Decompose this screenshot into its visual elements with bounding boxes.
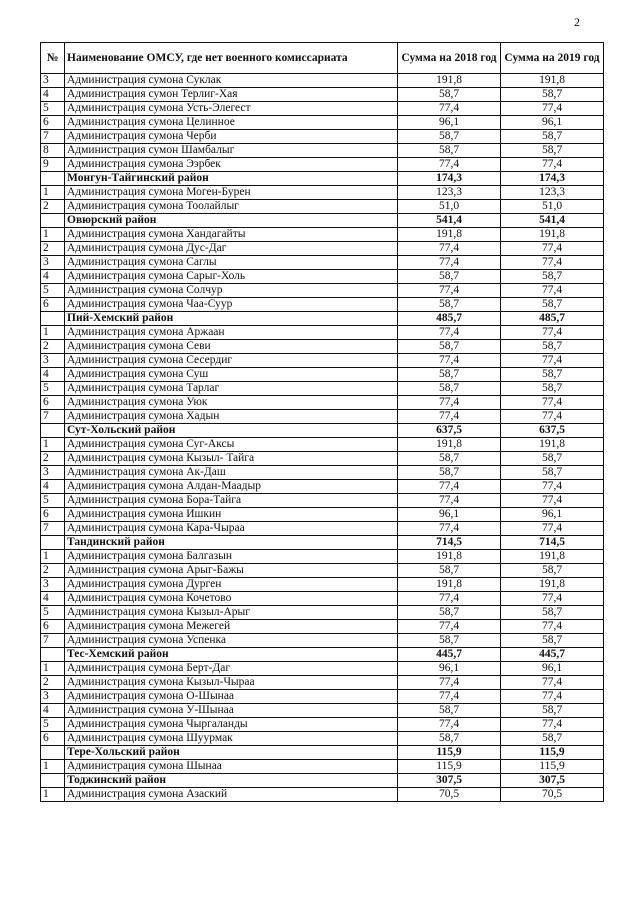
table-row <box>41 284 604 298</box>
organization-name: Администрация сумона Тоолайлыг <box>65 200 398 214</box>
district-row <box>41 774 604 788</box>
organization-name: Администрация сумона Азаский <box>65 788 398 802</box>
sum-2019: 77,4 <box>501 256 604 270</box>
sum-2018: 58,7 <box>398 144 501 158</box>
row-number: 1 <box>41 326 65 340</box>
table-row <box>41 382 604 396</box>
organization-name: Администрация сумона Суклак <box>65 74 398 88</box>
sum-2019: 96,1 <box>501 116 604 130</box>
table-row <box>41 662 604 676</box>
district-row <box>41 172 604 186</box>
sum-2018: 96,1 <box>398 508 501 522</box>
row-number: 9 <box>41 158 65 172</box>
organization-name: Администрация сумона Тарлаг <box>65 382 398 396</box>
sum-2019: 58,7 <box>501 368 604 382</box>
sum-2018: 115,9 <box>398 746 501 760</box>
row-number: 4 <box>41 704 65 718</box>
sum-2018: 77,4 <box>398 592 501 606</box>
sum-2018: 58,7 <box>398 704 501 718</box>
row-number: 1 <box>41 550 65 564</box>
sum-2019: 58,7 <box>501 704 604 718</box>
sum-2019: 58,7 <box>501 88 604 102</box>
table-row <box>41 354 604 368</box>
sum-2019: 70,5 <box>501 788 604 802</box>
organization-name: Администрация сумона Шуурмак <box>65 732 398 746</box>
sum-2019: 115,9 <box>501 746 604 760</box>
sum-2019: 174,3 <box>501 172 604 186</box>
table-row <box>41 578 604 592</box>
header-number: № <box>41 43 65 74</box>
organization-name: Администрация сумона Черби <box>65 130 398 144</box>
sum-2019: 58,7 <box>501 606 604 620</box>
row-number: 4 <box>41 270 65 284</box>
sum-2019: 58,7 <box>501 382 604 396</box>
row-number: 1 <box>41 760 65 774</box>
table-row <box>41 788 604 802</box>
row-number: 3 <box>41 256 65 270</box>
organization-name: Администрация сумона Кара-Чыраа <box>65 522 398 536</box>
table-row <box>41 200 604 214</box>
table-row <box>41 732 604 746</box>
row-number: 6 <box>41 396 65 410</box>
row-number: 3 <box>41 466 65 480</box>
table-row <box>41 760 604 774</box>
row-number: 1 <box>41 662 65 676</box>
district-name: Сут-Хольский район <box>65 424 398 438</box>
row-number: 5 <box>41 606 65 620</box>
sum-2019: 77,4 <box>501 396 604 410</box>
sum-2018: 77,4 <box>398 690 501 704</box>
organization-name: Администрация сумон Терлиг-Хая <box>65 88 398 102</box>
organization-name: Администрация сумона Шынаа <box>65 760 398 774</box>
table-body <box>41 74 604 802</box>
sum-2019: 77,4 <box>501 620 604 634</box>
table-row <box>41 88 604 102</box>
row-number: 5 <box>41 102 65 116</box>
table-row <box>41 74 604 88</box>
organization-name: Администрация сумона Хадын <box>65 410 398 424</box>
sum-2019: 307,5 <box>501 774 604 788</box>
sum-2019: 77,4 <box>501 676 604 690</box>
sum-2018: 77,4 <box>398 396 501 410</box>
organization-name: Администрация сумона Ишкин <box>65 508 398 522</box>
district-row <box>41 648 604 662</box>
row-number <box>41 312 65 326</box>
sum-2018: 77,4 <box>398 494 501 508</box>
sum-2019: 191,8 <box>501 228 604 242</box>
table-row <box>41 130 604 144</box>
organization-name: Администрация сумона Аржаан <box>65 326 398 340</box>
row-number: 7 <box>41 130 65 144</box>
table-row <box>41 340 604 354</box>
organization-name: Администрация сумона Усть-Элегест <box>65 102 398 116</box>
row-number: 5 <box>41 718 65 732</box>
organization-name: Администрация сумона Солчур <box>65 284 398 298</box>
organization-name: Администрация сумона Чаа-Суур <box>65 298 398 312</box>
sum-2018: 58,7 <box>398 634 501 648</box>
row-number: 7 <box>41 410 65 424</box>
organization-name: Администрация сумона Балгазын <box>65 550 398 564</box>
district-row <box>41 536 604 550</box>
organization-name: Администрация сумона Чыргаланды <box>65 718 398 732</box>
district-name: Овюрский район <box>65 214 398 228</box>
table-row <box>41 606 604 620</box>
district-row <box>41 424 604 438</box>
sum-2019: 77,4 <box>501 522 604 536</box>
row-number: 2 <box>41 242 65 256</box>
sum-2018: 77,4 <box>398 718 501 732</box>
organization-name: Администрация сумона Суг-Аксы <box>65 438 398 452</box>
sum-2018: 77,4 <box>398 326 501 340</box>
table-row <box>41 690 604 704</box>
district-name: Тандинский район <box>65 536 398 550</box>
row-number: 2 <box>41 452 65 466</box>
sum-2018: 58,7 <box>398 466 501 480</box>
district-name: Тоджинский район <box>65 774 398 788</box>
sum-2019: 77,4 <box>501 410 604 424</box>
table-row <box>41 522 604 536</box>
organization-name: Администрация сумона Сарыг-Холь <box>65 270 398 284</box>
table-row <box>41 452 604 466</box>
district-name: Тес-Хемский район <box>65 648 398 662</box>
budget-table <box>40 42 604 802</box>
row-number: 1 <box>41 438 65 452</box>
sum-2018: 58,7 <box>398 452 501 466</box>
row-number: 3 <box>41 690 65 704</box>
sum-2018: 58,7 <box>398 564 501 578</box>
organization-name: Администрация сумона Алдан-Маадыр <box>65 480 398 494</box>
organization-name: Администрация сумона О-Шынаа <box>65 690 398 704</box>
table-row <box>41 718 604 732</box>
row-number: 5 <box>41 284 65 298</box>
row-number: 1 <box>41 186 65 200</box>
table-row <box>41 592 604 606</box>
table-row <box>41 270 604 284</box>
organization-name: Администрация сумона Кызыл- Тайга <box>65 452 398 466</box>
district-name: Тере-Хольский район <box>65 746 398 760</box>
table-row <box>41 466 604 480</box>
sum-2019: 58,7 <box>501 634 604 648</box>
sum-2018: 445,7 <box>398 648 501 662</box>
row-number: 5 <box>41 382 65 396</box>
sum-2018: 541,4 <box>398 214 501 228</box>
table-row <box>41 158 604 172</box>
sum-2019: 58,7 <box>501 466 604 480</box>
table-header <box>41 43 604 74</box>
organization-name: Администрация сумона Саглы <box>65 256 398 270</box>
sum-2018: 115,9 <box>398 760 501 774</box>
sum-2018: 191,8 <box>398 228 501 242</box>
sum-2019: 96,1 <box>501 662 604 676</box>
sum-2019: 123,3 <box>501 186 604 200</box>
sum-2018: 485,7 <box>398 312 501 326</box>
district-row <box>41 312 604 326</box>
row-number: 4 <box>41 592 65 606</box>
row-number: 6 <box>41 620 65 634</box>
row-number: 4 <box>41 480 65 494</box>
row-number: 6 <box>41 116 65 130</box>
sum-2019: 77,4 <box>501 326 604 340</box>
row-number: 6 <box>41 732 65 746</box>
table-row <box>41 634 604 648</box>
organization-name: Администрация сумон Шамбалыг <box>65 144 398 158</box>
row-number <box>41 536 65 550</box>
sum-2019: 445,7 <box>501 648 604 662</box>
table-row <box>41 676 604 690</box>
sum-2019: 191,8 <box>501 438 604 452</box>
organization-name: Администрация сумона У-Шынаа <box>65 704 398 718</box>
row-number <box>41 648 65 662</box>
row-number: 7 <box>41 522 65 536</box>
sum-2019: 58,7 <box>501 340 604 354</box>
row-number: 5 <box>41 494 65 508</box>
organization-name: Администрация сумона Сесердиг <box>65 354 398 368</box>
sum-2018: 58,7 <box>398 130 501 144</box>
sum-2018: 77,4 <box>398 676 501 690</box>
table-row <box>41 564 604 578</box>
sum-2019: 77,4 <box>501 284 604 298</box>
organization-name: Администрация сумона Кочетово <box>65 592 398 606</box>
sum-2019: 51,0 <box>501 200 604 214</box>
sum-2019: 77,4 <box>501 690 604 704</box>
row-number: 7 <box>41 634 65 648</box>
row-number: 2 <box>41 200 65 214</box>
page-number: 2 <box>574 15 580 29</box>
sum-2019: 77,4 <box>501 102 604 116</box>
sum-2018: 77,4 <box>398 354 501 368</box>
table-row <box>41 186 604 200</box>
sum-2019: 58,7 <box>501 732 604 746</box>
row-number: 1 <box>41 788 65 802</box>
sum-2018: 96,1 <box>398 116 501 130</box>
table-row <box>41 326 604 340</box>
sum-2018: 77,4 <box>398 256 501 270</box>
row-number: 3 <box>41 354 65 368</box>
organization-name: Администрация сумона Ээрбек <box>65 158 398 172</box>
sum-2019: 58,7 <box>501 130 604 144</box>
organization-name: Администрация сумона Хандагайты <box>65 228 398 242</box>
row-number: 2 <box>41 676 65 690</box>
table-row <box>41 102 604 116</box>
row-number: 8 <box>41 144 65 158</box>
organization-name: Администрация сумона Арыг-Бажы <box>65 564 398 578</box>
sum-2018: 123,3 <box>398 186 501 200</box>
sum-2019: 77,4 <box>501 158 604 172</box>
row-number: 6 <box>41 508 65 522</box>
table-row <box>41 550 604 564</box>
table-row <box>41 410 604 424</box>
sum-2018: 77,4 <box>398 522 501 536</box>
sum-2019: 77,4 <box>501 718 604 732</box>
table-row <box>41 396 604 410</box>
header-sum-2018: Сумма на 2018 год <box>398 43 501 74</box>
sum-2018: 77,4 <box>398 102 501 116</box>
organization-name: Администрация сумона Уюк <box>65 396 398 410</box>
row-number: 4 <box>41 368 65 382</box>
row-number <box>41 774 65 788</box>
table-row <box>41 116 604 130</box>
district-name: Пий-Хемский район <box>65 312 398 326</box>
sum-2019: 77,4 <box>501 592 604 606</box>
sum-2019: 541,4 <box>501 214 604 228</box>
sum-2019: 485,7 <box>501 312 604 326</box>
sum-2018: 58,7 <box>398 270 501 284</box>
table-row <box>41 256 604 270</box>
organization-name: Администрация сумона Бора-Тайга <box>65 494 398 508</box>
organization-name: Администрация сумона Кызыл-Чыраа <box>65 676 398 690</box>
table-row <box>41 298 604 312</box>
organization-name: Администрация сумона Целинное <box>65 116 398 130</box>
row-number: 4 <box>41 88 65 102</box>
table-row <box>41 368 604 382</box>
row-number: 3 <box>41 74 65 88</box>
sum-2019: 77,4 <box>501 354 604 368</box>
sum-2018: 191,8 <box>398 578 501 592</box>
table-row <box>41 438 604 452</box>
sum-2018: 191,8 <box>398 438 501 452</box>
sum-2018: 191,8 <box>398 550 501 564</box>
row-number <box>41 172 65 186</box>
table-row <box>41 508 604 522</box>
table-row <box>41 704 604 718</box>
row-number: 3 <box>41 578 65 592</box>
sum-2018: 51,0 <box>398 200 501 214</box>
table-row <box>41 144 604 158</box>
sum-2019: 58,7 <box>501 298 604 312</box>
sum-2019: 77,4 <box>501 242 604 256</box>
sum-2019: 77,4 <box>501 494 604 508</box>
header-row <box>41 43 604 74</box>
sum-2018: 77,4 <box>398 242 501 256</box>
district-row <box>41 746 604 760</box>
sum-2018: 58,7 <box>398 298 501 312</box>
sum-2018: 191,8 <box>398 74 501 88</box>
sum-2018: 58,7 <box>398 368 501 382</box>
sum-2018: 96,1 <box>398 662 501 676</box>
sum-2019: 96,1 <box>501 508 604 522</box>
organization-name: Администрация сумона Моген-Бурен <box>65 186 398 200</box>
header-name: Наименование ОМСУ, где нет военного комиссариата <box>65 43 398 74</box>
row-number <box>41 214 65 228</box>
sum-2019: 191,8 <box>501 578 604 592</box>
sum-2019: 58,7 <box>501 144 604 158</box>
sum-2019: 191,8 <box>501 550 604 564</box>
organization-name: Администрация сумона Успенка <box>65 634 398 648</box>
district-name: Монгун-Тайгинский район <box>65 172 398 186</box>
row-number <box>41 746 65 760</box>
sum-2018: 637,5 <box>398 424 501 438</box>
sum-2018: 58,7 <box>398 88 501 102</box>
row-number: 6 <box>41 298 65 312</box>
sum-2018: 77,4 <box>398 480 501 494</box>
sum-2019: 714,5 <box>501 536 604 550</box>
sum-2018: 58,7 <box>398 606 501 620</box>
sum-2018: 77,4 <box>398 410 501 424</box>
sum-2018: 307,5 <box>398 774 501 788</box>
row-number <box>41 424 65 438</box>
sum-2018: 58,7 <box>398 732 501 746</box>
organization-name: Администрация сумона Кызыл-Арыг <box>65 606 398 620</box>
sum-2018: 58,7 <box>398 382 501 396</box>
table-row <box>41 228 604 242</box>
organization-name: Администрация сумона Суш <box>65 368 398 382</box>
sum-2019: 115,9 <box>501 760 604 774</box>
organization-name: Администрация сумона Берт-Даг <box>65 662 398 676</box>
table-row <box>41 480 604 494</box>
organization-name: Администрация сумона Межегей <box>65 620 398 634</box>
header-sum-2019: Сумма на 2019 год <box>501 43 604 74</box>
sum-2018: 58,7 <box>398 340 501 354</box>
sum-2018: 77,4 <box>398 620 501 634</box>
sum-2018: 77,4 <box>398 284 501 298</box>
table-row <box>41 242 604 256</box>
sum-2019: 191,8 <box>501 74 604 88</box>
district-row <box>41 214 604 228</box>
organization-name: Администрация сумона Дус-Даг <box>65 242 398 256</box>
table-row <box>41 494 604 508</box>
sum-2018: 77,4 <box>398 158 501 172</box>
sum-2018: 174,3 <box>398 172 501 186</box>
sum-2019: 77,4 <box>501 480 604 494</box>
row-number: 2 <box>41 564 65 578</box>
sum-2019: 58,7 <box>501 564 604 578</box>
row-number: 1 <box>41 228 65 242</box>
sum-2019: 58,7 <box>501 452 604 466</box>
sum-2019: 58,7 <box>501 270 604 284</box>
sum-2019: 637,5 <box>501 424 604 438</box>
organization-name: Администрация сумона Ак-Даш <box>65 466 398 480</box>
organization-name: Администрация сумона Севи <box>65 340 398 354</box>
organization-name: Администрация сумона Дурген <box>65 578 398 592</box>
sum-2018: 70,5 <box>398 788 501 802</box>
table-row <box>41 620 604 634</box>
sum-2018: 714,5 <box>398 536 501 550</box>
row-number: 2 <box>41 340 65 354</box>
